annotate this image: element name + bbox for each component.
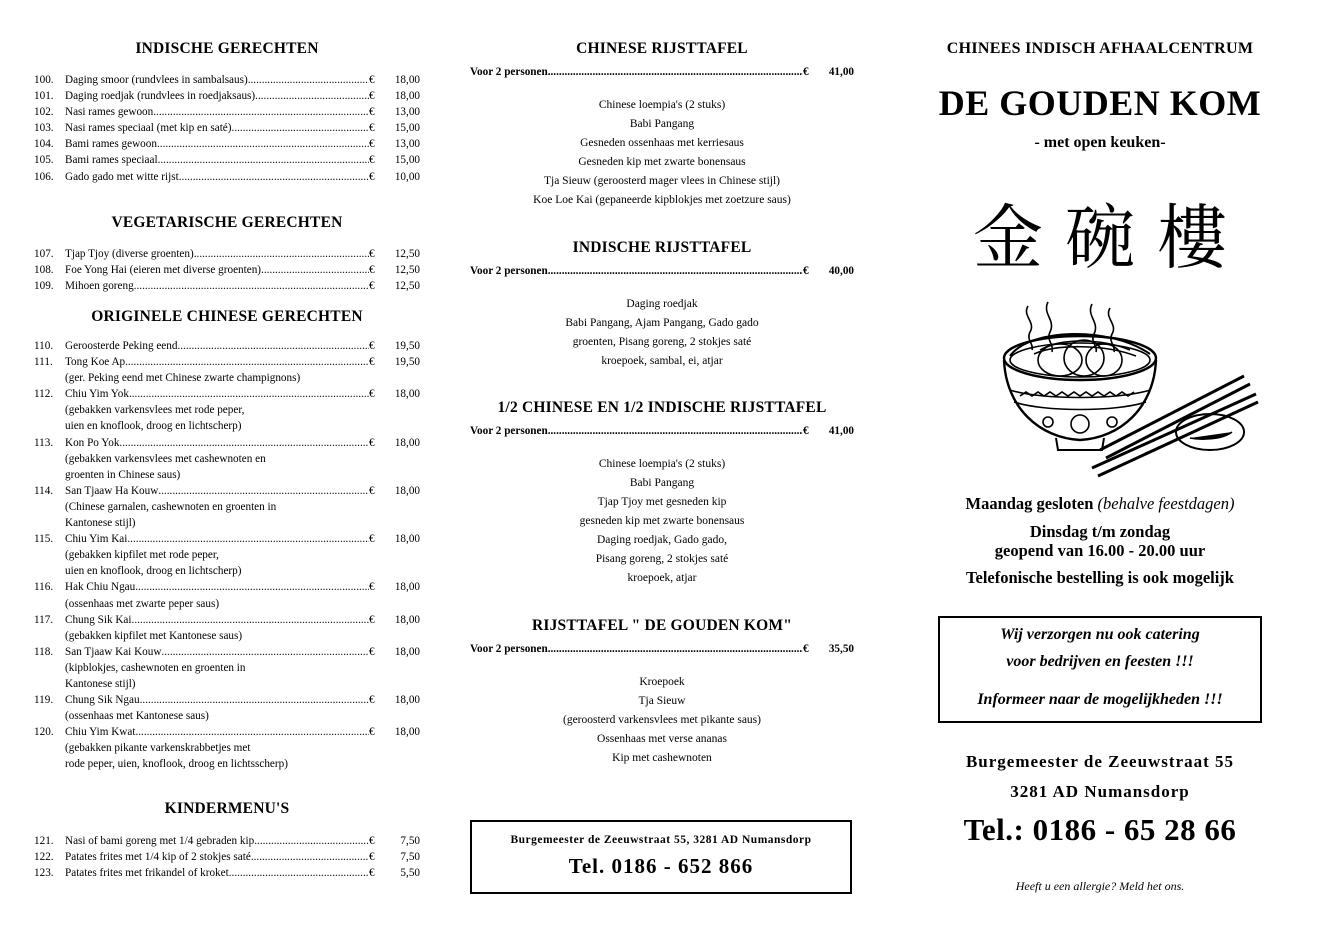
item-price: 13,00	[394, 138, 420, 151]
menu-item	[34, 386, 420, 402]
dot-leader	[232, 120, 369, 136]
item-price: 18,00	[394, 388, 420, 401]
rijsttafel-block	[470, 617, 854, 768]
dot-leader	[135, 724, 369, 740]
right-column	[918, 0, 1282, 936]
item-name: Tjap Tjoy (diverse groenten)	[65, 248, 194, 260]
item-description: groenten in Chinese saus)	[65, 468, 181, 481]
dot-leader	[129, 386, 369, 402]
item-description: rode peper, uien, knoflook, droog en lichtsscherp)	[65, 758, 288, 771]
dot-leader	[229, 865, 369, 881]
restaurant-tagline: - met open keuken-	[1034, 134, 1166, 151]
item-name: Bami rames gewoon	[65, 138, 157, 151]
dish-line: Tja Sieuw (geroosterd mager vlees in Chinese stijl)	[543, 175, 780, 187]
restaurant-type: CHINEES INDISCH AFHAALCENTRUM	[946, 40, 1254, 57]
dot-leader	[179, 169, 369, 185]
middle-column	[470, 0, 854, 936]
dot-leader	[135, 579, 369, 595]
rijsttafel-dishes	[470, 295, 854, 371]
menu-item	[34, 612, 420, 628]
item-price: 10,00	[394, 170, 420, 183]
dot-leader	[153, 104, 369, 120]
catering-line: Informeer naar de mogelijkheden !!!	[977, 691, 1223, 708]
address-box	[470, 820, 852, 894]
item-number: 121.	[34, 835, 54, 847]
item-name: Chiu Yim Yok	[65, 388, 129, 401]
item-description: (gebakken pikante varkenskrabbetjes met	[65, 742, 251, 755]
price: 41,00	[828, 425, 854, 437]
item-description: (kipblokjes, cashewnoten en groenten in	[65, 661, 246, 674]
euro-sign: €	[803, 425, 809, 437]
rijsttafel-price-row	[470, 423, 854, 439]
item-price: 7,50	[400, 835, 420, 847]
item-description: (ger. Peking eend met Chinese zwarte champignons)	[65, 372, 301, 385]
dot-leader	[158, 152, 369, 168]
closed-day: Maandag gesloten	[965, 494, 1094, 513]
dish-line: Babi Pangang	[629, 477, 695, 489]
rijsttafel-price-row	[470, 263, 854, 279]
menu-item	[34, 435, 420, 451]
item-name: Foe Yong Hai (eieren met diverse groenten)	[65, 264, 262, 277]
dot-leader	[119, 435, 369, 451]
section-title-kinder: KINDERMENU'S	[164, 800, 290, 817]
item-name: Chiu Yim Kai	[65, 533, 128, 546]
dish-line: kroepoek, atjar	[627, 572, 697, 584]
euro-sign: €	[369, 726, 375, 739]
item-number: 114.	[34, 484, 54, 497]
item-description: (gebakken kipfilet met rode peper,	[65, 549, 219, 562]
dot-leader	[134, 278, 369, 294]
item-price: 18,00	[394, 645, 420, 658]
dish-line: Gesneden kip met zwarte bonensaus	[578, 156, 746, 168]
euro-sign: €	[803, 265, 809, 277]
euro-sign: €	[369, 356, 375, 369]
item-number: 112.	[34, 388, 54, 401]
menu-item	[34, 579, 420, 595]
item-number: 107.	[34, 248, 54, 260]
item-description: Kantonese stijl)	[65, 677, 136, 690]
menu-item	[34, 338, 420, 354]
dot-leader	[125, 354, 369, 370]
item-description: Kantonese stijl)	[65, 517, 136, 530]
euro-sign: €	[369, 154, 375, 167]
dot-leader	[248, 72, 369, 88]
restaurant-name: DE GOUDEN KOM	[938, 83, 1262, 123]
item-description: (gebakken kipfilet met Kantonese saus)	[65, 629, 243, 642]
euro-sign: €	[369, 122, 375, 135]
rijsttafel-title: CHINESE RIJSTTAFEL	[576, 40, 748, 57]
closed-note: (behalve feestdagen)	[1097, 494, 1235, 513]
item-price: 18,00	[394, 694, 420, 707]
item-description: (ossenhaas met zwarte peper saus)	[65, 597, 220, 610]
menu-item	[34, 262, 420, 278]
item-price: 12,50	[394, 280, 420, 293]
item-price: 18,00	[394, 74, 420, 86]
menu-item	[34, 849, 420, 865]
item-number: 110.	[34, 340, 54, 352]
item-number: 120.	[34, 726, 54, 739]
euro-sign: €	[369, 835, 375, 847]
item-number: 100.	[34, 74, 54, 86]
dish-line: Koe Loe Kai (gepaneerde kipblokjes met zoetzure saus)	[533, 194, 791, 206]
dish-line: gesneden kip met zwarte bonensaus	[579, 515, 745, 527]
origineel-list	[34, 338, 420, 773]
item-price: 18,00	[394, 726, 420, 739]
item-price: 18,00	[394, 436, 420, 449]
euro-sign: €	[369, 388, 375, 401]
item-price: 18,00	[394, 484, 420, 497]
rijsttafel-block	[470, 239, 854, 371]
dot-leader	[157, 136, 369, 152]
price: 40,00	[828, 265, 854, 277]
dish-line: Chinese loempia's (2 stuks)	[598, 99, 726, 111]
catering-line: voor bedrijven en feesten !!!	[1006, 653, 1194, 670]
left-column	[34, 0, 420, 936]
rijsttafel-title: 1/2 CHINESE EN 1/2 INDISCHE RIJSTTAFEL	[497, 399, 827, 416]
euro-sign: €	[369, 106, 375, 119]
item-number: 102.	[34, 106, 54, 119]
menu-item	[34, 72, 420, 88]
menu-item	[34, 483, 420, 499]
item-name: Nasi rames speciaal (met kip en saté)	[65, 122, 232, 135]
dot-leader	[251, 849, 369, 865]
euro-sign: €	[369, 613, 375, 626]
dish-line: Tjap Tjoy met gesneden kip	[597, 496, 727, 508]
catering-box	[938, 616, 1262, 723]
euro-sign: €	[369, 74, 375, 86]
address-box-line: Burgemeester de Zeeuwstraat 55, 3281 AD Numansdorp	[510, 834, 812, 846]
closed-notice	[918, 494, 1282, 514]
menu-item	[34, 724, 420, 740]
euro-sign: €	[369, 170, 375, 183]
euro-sign: €	[369, 264, 375, 277]
item-price: 18,00	[394, 533, 420, 546]
item-name: Chung Sik Ngau	[65, 694, 140, 707]
noodle-bowl-icon	[1000, 298, 1260, 483]
opening-time: geopend van 16.00 - 20.00 uur	[994, 541, 1206, 560]
dish-line: Kip met cashewnoten	[612, 752, 712, 764]
menu-item	[34, 120, 420, 136]
persons-label: Voor 2 personen	[470, 66, 548, 78]
dish-line: Kroepoek	[639, 676, 685, 688]
catering-line: Wij verzorgen nu ook catering	[1000, 626, 1200, 643]
menu-item	[34, 531, 420, 547]
item-name: Nasi rames gewoon	[65, 106, 154, 119]
contact-street: Burgemeester de Zeeuwstraat 55	[965, 752, 1235, 771]
item-price: 18,00	[394, 581, 420, 594]
menu-item	[34, 169, 420, 185]
dot-leader	[140, 692, 369, 708]
item-name: San Tjaaw Kai Kouw	[65, 645, 162, 658]
rijsttafel-dishes	[470, 455, 854, 588]
item-name: Chiu Yim Kwat	[65, 726, 136, 739]
menu-item	[34, 278, 420, 294]
item-description: (gebakken varkensvlees met cashewnoten en	[65, 452, 266, 465]
item-description: uien en knoflook, droog en lichtscherp)	[65, 565, 242, 578]
item-name: Tong Koe Ap	[65, 356, 126, 369]
menu-item	[34, 136, 420, 152]
item-number: 123.	[34, 867, 54, 880]
dish-line: Daging roedjak	[626, 298, 698, 310]
section-title-origineel: ORIGINELE CHINESE GERECHTEN	[91, 308, 363, 325]
item-number: 113.	[34, 436, 54, 449]
kinder-list	[34, 833, 420, 881]
euro-sign: €	[369, 484, 375, 497]
rijsttafel-price-row	[470, 641, 854, 657]
euro-sign: €	[369, 340, 375, 352]
dot-leader	[194, 246, 369, 262]
item-number: 119.	[34, 694, 54, 707]
menu-item	[34, 865, 420, 881]
price: 41,00	[828, 66, 854, 78]
phone-order-notice: Telefonische bestelling is ook mogelijk	[966, 568, 1234, 587]
dot-leader	[261, 262, 369, 278]
dish-line: Daging roedjak, Gado gado,	[597, 534, 727, 546]
item-price: 12,50	[394, 264, 420, 277]
euro-sign: €	[369, 581, 375, 594]
item-name: Hak Chiu Ngau	[65, 581, 136, 594]
item-number: 118.	[34, 645, 54, 658]
dot-leader	[161, 644, 369, 660]
item-number: 105.	[34, 154, 54, 167]
item-name: Geroosterde Peking eend	[65, 340, 178, 352]
euro-sign: €	[369, 645, 375, 658]
item-number: 108.	[34, 264, 54, 277]
item-number: 104.	[34, 138, 54, 151]
contact-city: 3281 AD Numansdorp	[1010, 782, 1190, 801]
rijsttafel-title: RIJSTTAFEL " DE GOUDEN KOM"	[531, 617, 793, 634]
dish-line: Gesneden ossenhaas met kerriesaus	[580, 137, 744, 149]
persons-label: Voor 2 personen	[470, 425, 548, 437]
euro-sign: €	[369, 280, 375, 293]
item-number: 117.	[34, 613, 54, 626]
item-number: 103.	[34, 122, 54, 135]
item-number: 106.	[34, 170, 54, 183]
euro-sign: €	[369, 138, 375, 151]
euro-sign: €	[369, 694, 375, 707]
dot-leader	[127, 531, 369, 547]
item-price: 13,00	[394, 106, 420, 119]
opening-days: Dinsdag t/m zondag	[1029, 522, 1171, 541]
euro-sign: €	[369, 867, 375, 880]
euro-sign: €	[803, 66, 809, 78]
item-name: Gado gado met witte rijst	[65, 170, 179, 183]
menu-item	[34, 246, 420, 262]
rijsttafel-price-row	[470, 64, 854, 80]
item-name: Patates frites met 1/4 kip of 2 stokjes saté	[65, 851, 251, 864]
persons-label: Voor 2 personen	[470, 265, 548, 277]
item-description: (Chinese garnalen, cashewnoten en groenten in	[65, 500, 277, 513]
opening-hours	[918, 522, 1282, 560]
section-title-indische: INDISCHE GERECHTEN	[135, 40, 319, 57]
item-price: 18,00	[394, 613, 420, 626]
dot-leader	[177, 338, 369, 354]
euro-sign: €	[369, 851, 375, 864]
dish-line: Babi Pangang, Ajam Pangang, Gado gado	[565, 317, 759, 329]
dish-line: Chinese loempia's (2 stuks)	[598, 458, 726, 470]
contact-phone: Tel.: 0186 - 65 28 66	[963, 812, 1237, 847]
rijsttafel-block	[470, 399, 854, 588]
rijsttafel-dishes	[470, 673, 854, 768]
menu-item	[34, 833, 420, 849]
address-box-tel: Tel. 0186 - 652 866	[568, 854, 754, 878]
euro-sign: €	[369, 436, 375, 449]
item-price: 5,50	[400, 867, 420, 880]
item-number: 101.	[34, 90, 54, 103]
menu-item	[34, 354, 420, 370]
dish-line: Babi Pangang	[629, 118, 695, 130]
item-number: 122.	[34, 851, 54, 864]
item-name: Kon Po Yok	[65, 436, 120, 449]
item-price: 18,00	[394, 90, 420, 103]
rijsttafel-title: INDISCHE RIJSTTAFEL	[572, 239, 752, 256]
persons-label: Voor 2 personen	[470, 643, 548, 655]
menu-item	[34, 692, 420, 708]
item-number: 109.	[34, 280, 54, 293]
item-price: 19,50	[394, 356, 420, 369]
item-name: San Tjaaw Ha Kouw	[65, 484, 159, 497]
dish-line: (geroosterd varkensvlees met pikante saus)	[563, 714, 761, 726]
euro-sign: €	[803, 643, 809, 655]
menu-item	[34, 88, 420, 104]
dish-line: Tja Sieuw	[638, 695, 686, 707]
dot-leader	[254, 833, 369, 849]
dot-leader	[132, 612, 369, 628]
item-price: 15,00	[394, 122, 420, 135]
rijsttafel-block	[470, 40, 854, 210]
dot-leader	[158, 483, 369, 499]
item-price: 19,50	[394, 340, 420, 352]
vegetarisch-list	[34, 246, 420, 294]
item-name: Patates frites met frikandel of kroket	[65, 867, 229, 880]
item-number: 116.	[34, 581, 54, 594]
item-name: Bami rames speciaal	[65, 154, 158, 167]
chinese-name: 金碗樓	[973, 197, 1249, 279]
item-name: Daging smoor (rundvlees in sambalsaus)	[65, 74, 248, 86]
item-price: 12,50	[394, 248, 420, 260]
euro-sign: €	[369, 533, 375, 546]
dish-line: kroepoek, sambal, ei, atjar	[601, 355, 723, 367]
item-name: Mihoen goreng	[65, 280, 134, 293]
item-price: 7,50	[400, 851, 420, 864]
menu-item	[34, 152, 420, 168]
item-name: Daging roedjak (rundvlees in roedjaksaus)	[65, 90, 256, 103]
item-description: (ossenhaas met Kantonese saus)	[65, 710, 209, 723]
price: 35,50	[828, 643, 854, 655]
item-price: 15,00	[394, 154, 420, 167]
euro-sign: €	[369, 248, 375, 260]
allergy-notice: Heeft u een allergie? Meld het ons.	[1015, 879, 1185, 893]
item-name: Nasi of bami goreng met 1/4 gebraden kip	[65, 835, 255, 847]
item-name: Chung Sik Kai	[65, 613, 132, 626]
rijsttafel-dishes	[470, 96, 854, 210]
dot-leader	[255, 88, 369, 104]
menu-item	[34, 104, 420, 120]
item-description: (gebakken varkensvlees met rode peper,	[65, 404, 245, 417]
menu-item	[34, 644, 420, 660]
dish-line: Ossenhaas met verse ananas	[597, 733, 727, 745]
euro-sign: €	[369, 90, 375, 103]
dish-line: groenten, Pisang goreng, 2 stokjes saté	[572, 336, 752, 348]
section-title-vegetarisch: VEGETARISCHE GERECHTEN	[111, 214, 343, 231]
item-description: uien en knoflook, droog en lichtscherp)	[65, 420, 242, 433]
item-number: 115.	[34, 533, 54, 546]
indische-list	[34, 72, 420, 185]
item-number: 111.	[34, 356, 53, 369]
dish-line: Pisang goreng, 2 stokjes saté	[595, 553, 729, 565]
